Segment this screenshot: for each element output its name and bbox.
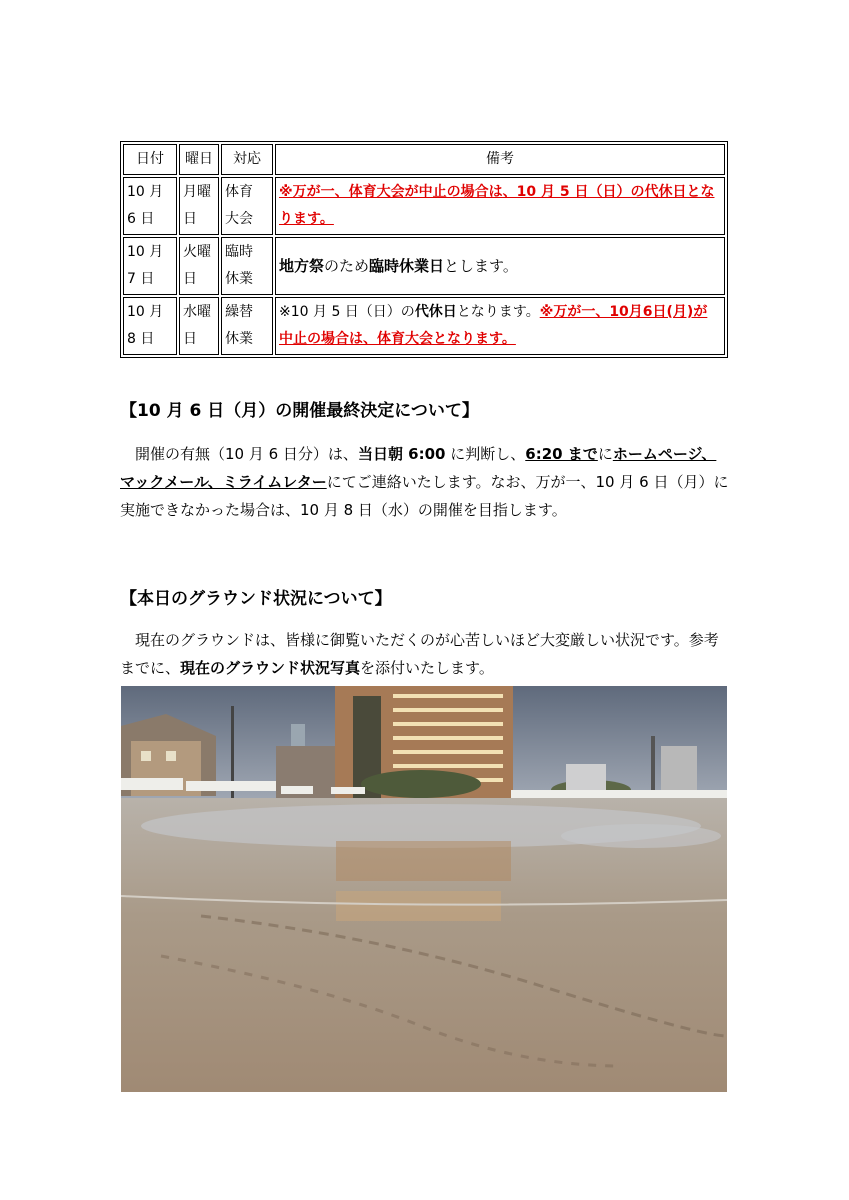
schedule-table: [120, 141, 728, 358]
final-decision-paragraph: 開催の有無（10 月 6 日分）は、当日朝 6:00 に判断し、6:20 までにホームページ、マックメール、ミライムレターにてご連絡いたします。なお、万が一、10 月 6 日（月）に実施できなかった場合は、10 月 8 日（水）の開催を目指します。: [120, 445, 729, 519]
table-row: [123, 237, 725, 295]
ground-status-paragraph: 現在のグラウンドは、皆様に御覧いただくのが心苦しいほど大変厳しい状況です。参考までに、現在のグラウンド状況写真を添付いたします。: [120, 631, 719, 677]
flooded-ground-photo: [121, 686, 727, 1092]
contact-channels: ホームページ、マックメール、ミライムレター: [120, 445, 717, 491]
cell-action: 臨時 休業: [221, 237, 273, 295]
cell-note: [275, 177, 725, 235]
header-date: 日付: [123, 144, 177, 175]
cell-day: 月曜 日: [179, 177, 219, 235]
header-note: 備考: [275, 144, 725, 175]
cell-date: 10 月 7 日: [123, 237, 177, 295]
cell-day: 水曜 日: [179, 297, 219, 355]
cell-action: 体育 大会: [221, 177, 273, 235]
table-row: [123, 177, 725, 235]
cell-date: 10 月 8 日: [123, 297, 177, 355]
header-day: 曜日: [179, 144, 219, 175]
cell-date: 10 月 6 日: [123, 177, 177, 235]
cell-note: ※10 月 5 日（日）の代休日となります。※万が一、10月6日(月)が中止の場合は、体育大会となります。: [275, 297, 725, 355]
header-action: 対応: [221, 144, 273, 175]
cell-note: 地方祭のため臨時休業日とします。: [275, 237, 725, 295]
note-warning: ※万が一、10月6日(月)が中止の場合は、体育大会となります。: [279, 304, 708, 347]
table-header-row: [123, 144, 725, 175]
cell-action: 繰替 休業: [221, 297, 273, 355]
section-heading-ground-status: 【本日のグラウンド状況について】: [120, 589, 392, 609]
table-row: [123, 297, 725, 355]
section-heading-final-decision: 【10 月 6 日（月）の開催最終決定について】: [120, 401, 479, 421]
note-warning: ※万が一、体育大会が中止の場合は、10 月 5 日（日）の代休日となります。: [279, 184, 715, 227]
cell-day: 火曜 日: [179, 237, 219, 295]
